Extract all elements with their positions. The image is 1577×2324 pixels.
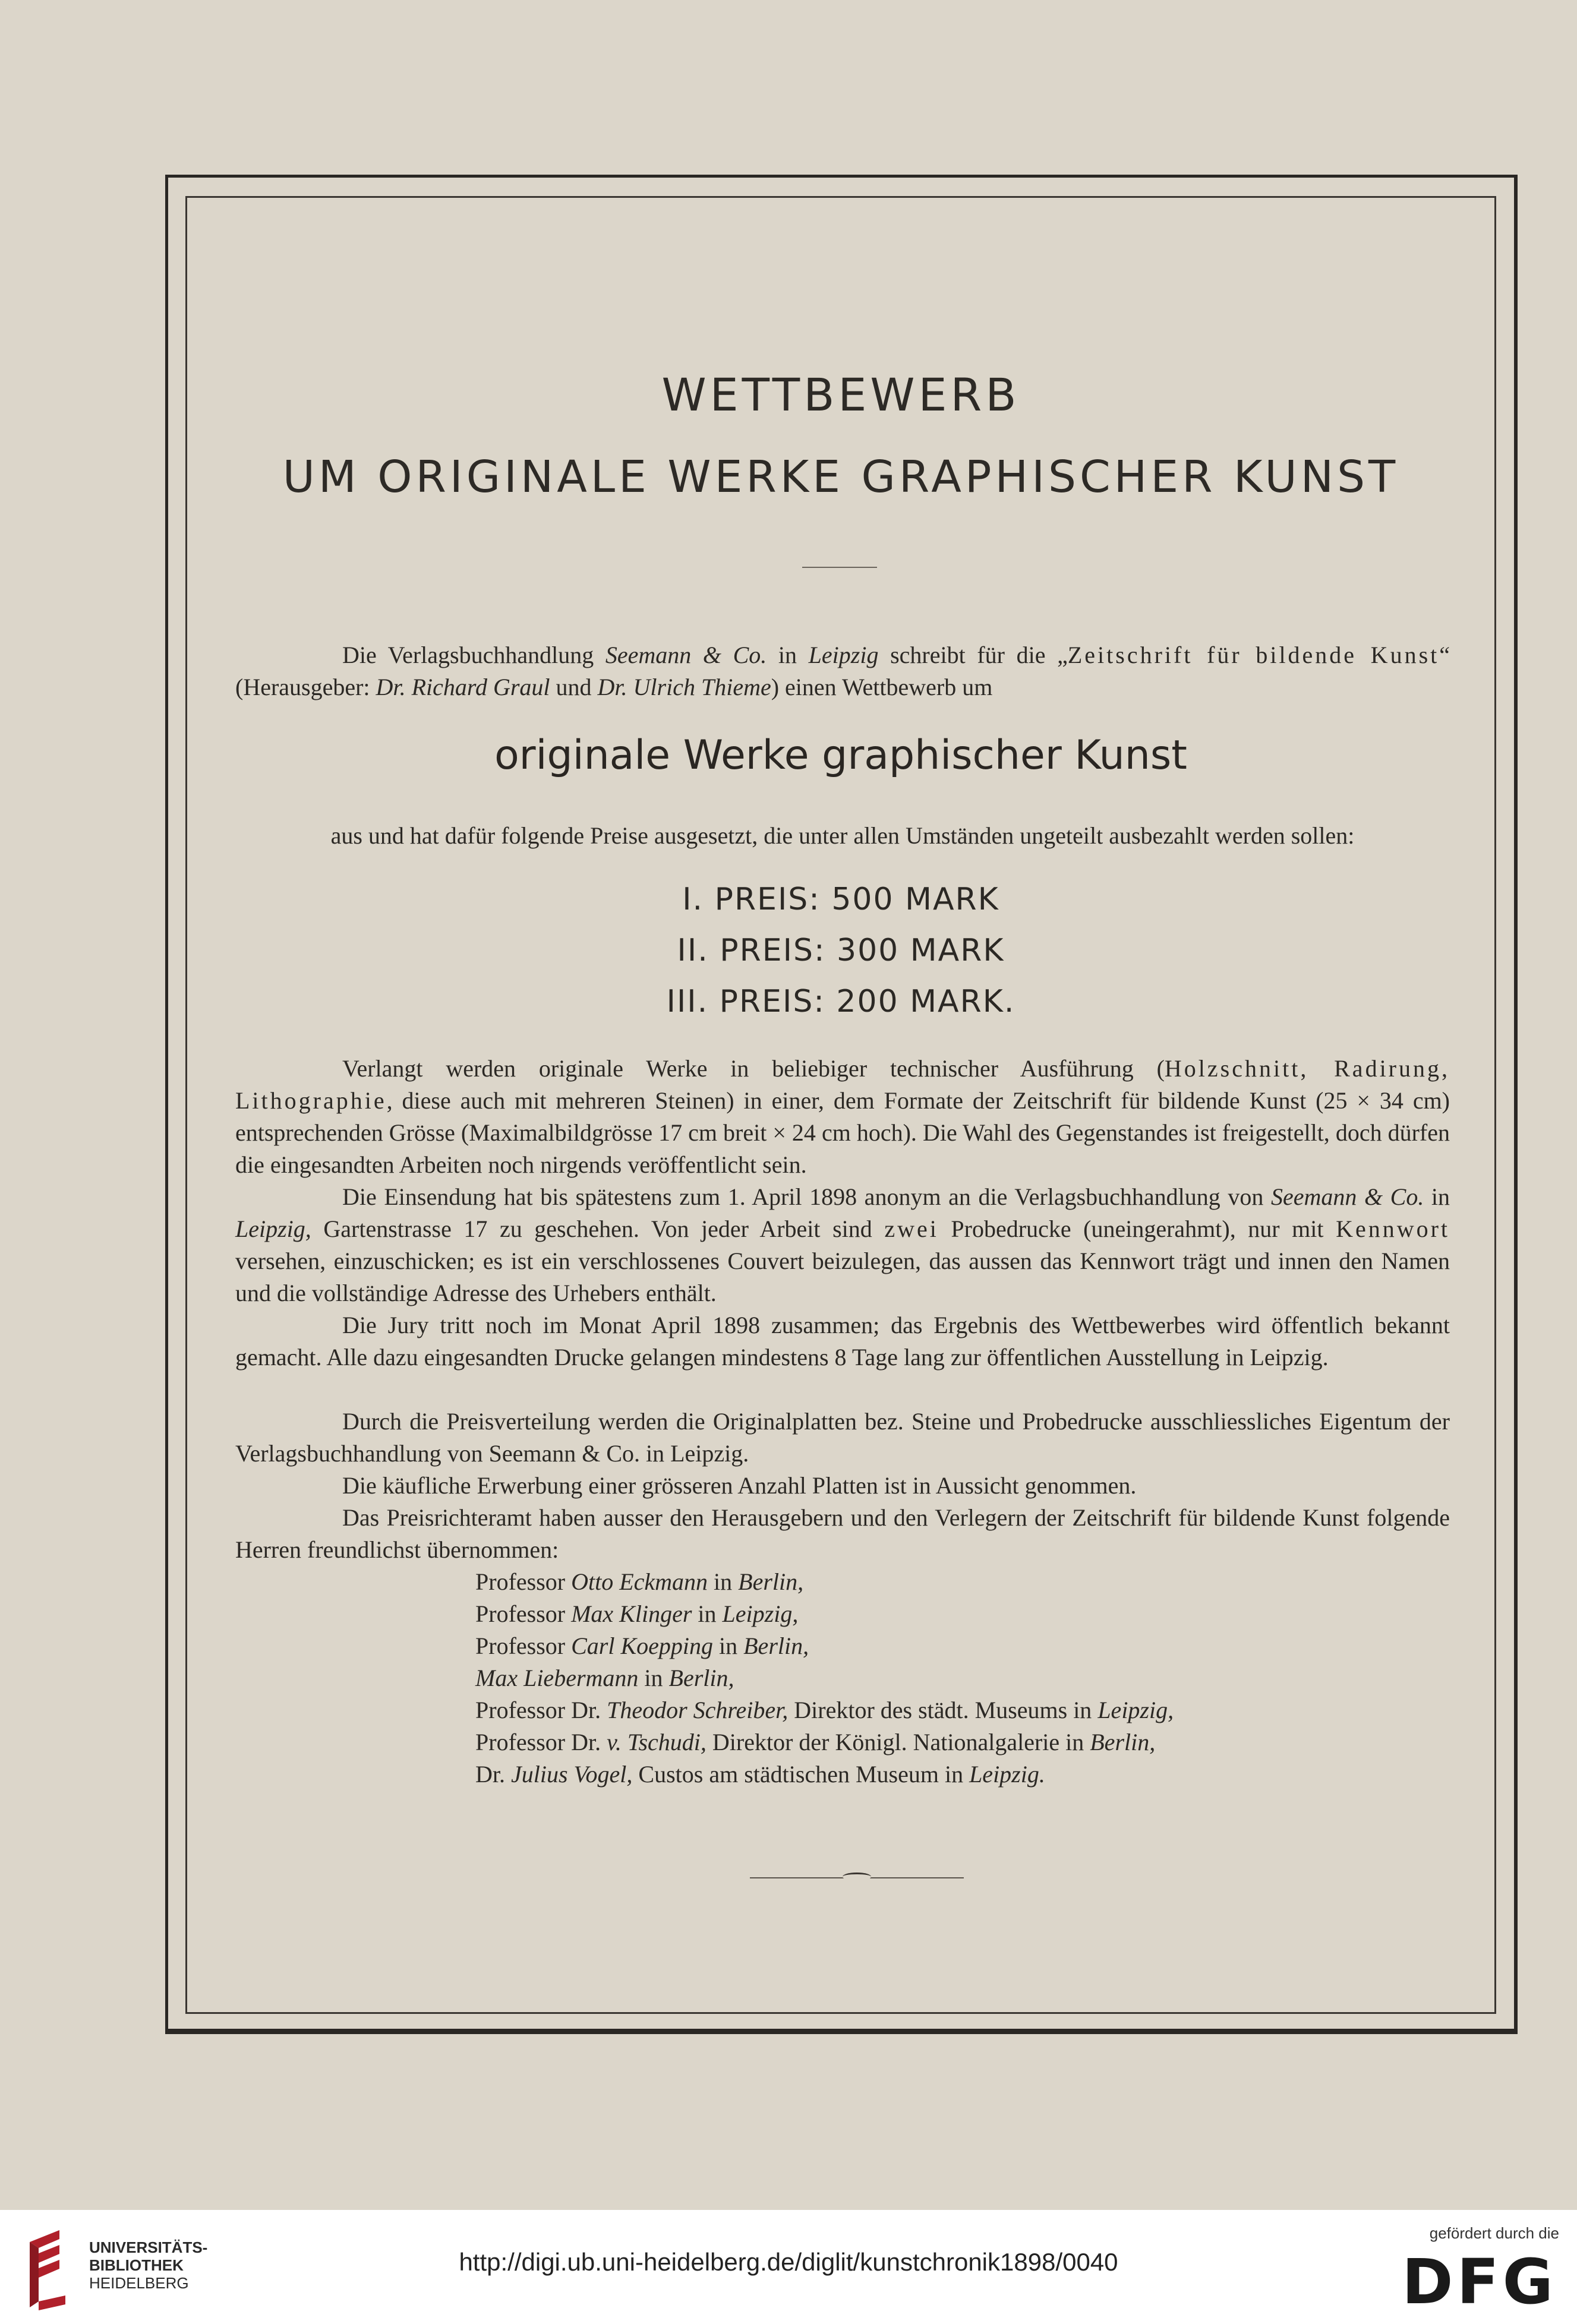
ornament-icon bbox=[843, 1873, 871, 1881]
jury-member: Professor Max Klinger in Leipzig, bbox=[475, 1600, 799, 1627]
library-name: UNIVERSITÄTS- BIBLIOTHEK HEIDELBERG bbox=[89, 2238, 208, 2292]
jury-member: Max Liebermann in Berlin, bbox=[475, 1665, 734, 1691]
jury-list bbox=[475, 1566, 1485, 1791]
body-paragraph-ownership: Durch die Preisverteilung werden die Originalplatten bez. Steine und Probedrucke ausschliessliches Eigentum der Verlagsbuchhandlung von Seemann & Co. in Leipzig. bbox=[235, 1408, 1450, 1467]
jury-member: Dr. Julius Vogel, Custos am städtischen Museum in Leipzig. bbox=[475, 1761, 1045, 1788]
jury-member: Professor Dr. v. Tschudi, Direktor der Königl. Nationalgalerie in Berlin, bbox=[475, 1729, 1156, 1755]
subheading-graphic-works: originale Werke graphischer Kunst bbox=[494, 732, 1187, 779]
prize-intro: aus und hat dafür folgende Preise ausgesetzt, die unter allen Umständen ungeteilt ausbezahlt werden sollen: bbox=[330, 822, 1355, 849]
heading-wettbewerb: WETTBEWERB bbox=[661, 368, 1020, 421]
source-url-link[interactable]: http://digi.ub.uni-heidelberg.de/diglit/kunstchronik1898/0040 bbox=[459, 2248, 1118, 2276]
body-paragraph-purchase: Die käufliche Erwerbung einer grösseren Anzahl Platten ist in Aussicht genommen. bbox=[342, 1472, 1137, 1499]
jury-member: Professor Dr. Theodor Schreiber, Direktor des städt. Museums in Leipzig, bbox=[475, 1697, 1174, 1723]
prize-first: I. PREIS: 500 MARK bbox=[682, 882, 999, 917]
dfg-logo: DFG bbox=[1402, 2246, 1557, 2318]
intro-paragraph: Die Verlagsbuchhandlung Seemann & Co. in Leipzig schreibt für die „Zeitschrift für bildende Kunst“ (Herausgeber: Dr. Richard Graul und Dr. Ulrich Thieme) einen Wettbewerb um bbox=[235, 642, 1450, 700]
funding-note: gefördert durch die bbox=[1429, 2224, 1559, 2242]
prize-second: II. PREIS: 300 MARK bbox=[677, 933, 1005, 968]
jury-member: Professor Otto Eckmann in Berlin, bbox=[475, 1568, 804, 1595]
body-paragraph-requirements: Verlangt werden originale Werke in beliebiger technischer Ausführung (Holzschnitt, Radirung, Lithographie, diese auch mit mehreren Steinen) in einer, dem Formate der Zeitschrift für bildende Kunst (25 × 34 cm) entsprechenden Grösse (Maximalbildgrösse 17 cm breit × 24 cm hoch). Die Wahl des Gegenstandes ist freigestellt, doch dürfen die eingesandten Arbeiten noch nirgends veröffentlicht sein. bbox=[235, 1055, 1450, 1178]
jury-member: Professor Carl Koepping in Berlin, bbox=[475, 1633, 809, 1659]
divider-rule bbox=[802, 567, 877, 568]
heading-subtitle: UM ORIGINALE WERKE GRAPHISCHER KUNST bbox=[282, 451, 1399, 503]
body-paragraph-judges: Das Preisrichteramt haben ausser den Herausgebern und den Verlegern der Zeitschrift für bildende Kunst folgende Herren freundlichst übernommen: bbox=[235, 1504, 1450, 1563]
prize-third: III. PREIS: 200 MARK. bbox=[666, 984, 1015, 1019]
body-paragraph-submission: Die Einsendung hat bis spätestens zum 1. April 1898 anonym an die Verlagsbuchhandlung von Seemann & Co. in Leipzig, Gartenstrasse 17 zu geschehen. Von jeder Arbeit sind zwei Probedrucke (uneingerahmt), nur mit Kennwort versehen, einzuschicken; es ist ein verschlossenes Couvert beizulegen, das aussen das Kennwort trägt und innen den Namen und die vollständige Adresse des Urhebers enthält. bbox=[235, 1183, 1450, 1306]
body-paragraph-jury: Die Jury tritt noch im Monat April 1898 zusammen; das Ergebnis des Wettbewerbes wird öffentlich bekannt gemacht. Alle dazu eingesandten Drucke gelangen mindestens 8 Tage lang zur öffentlichen Ausstellung in Leipzig. bbox=[235, 1312, 1450, 1371]
